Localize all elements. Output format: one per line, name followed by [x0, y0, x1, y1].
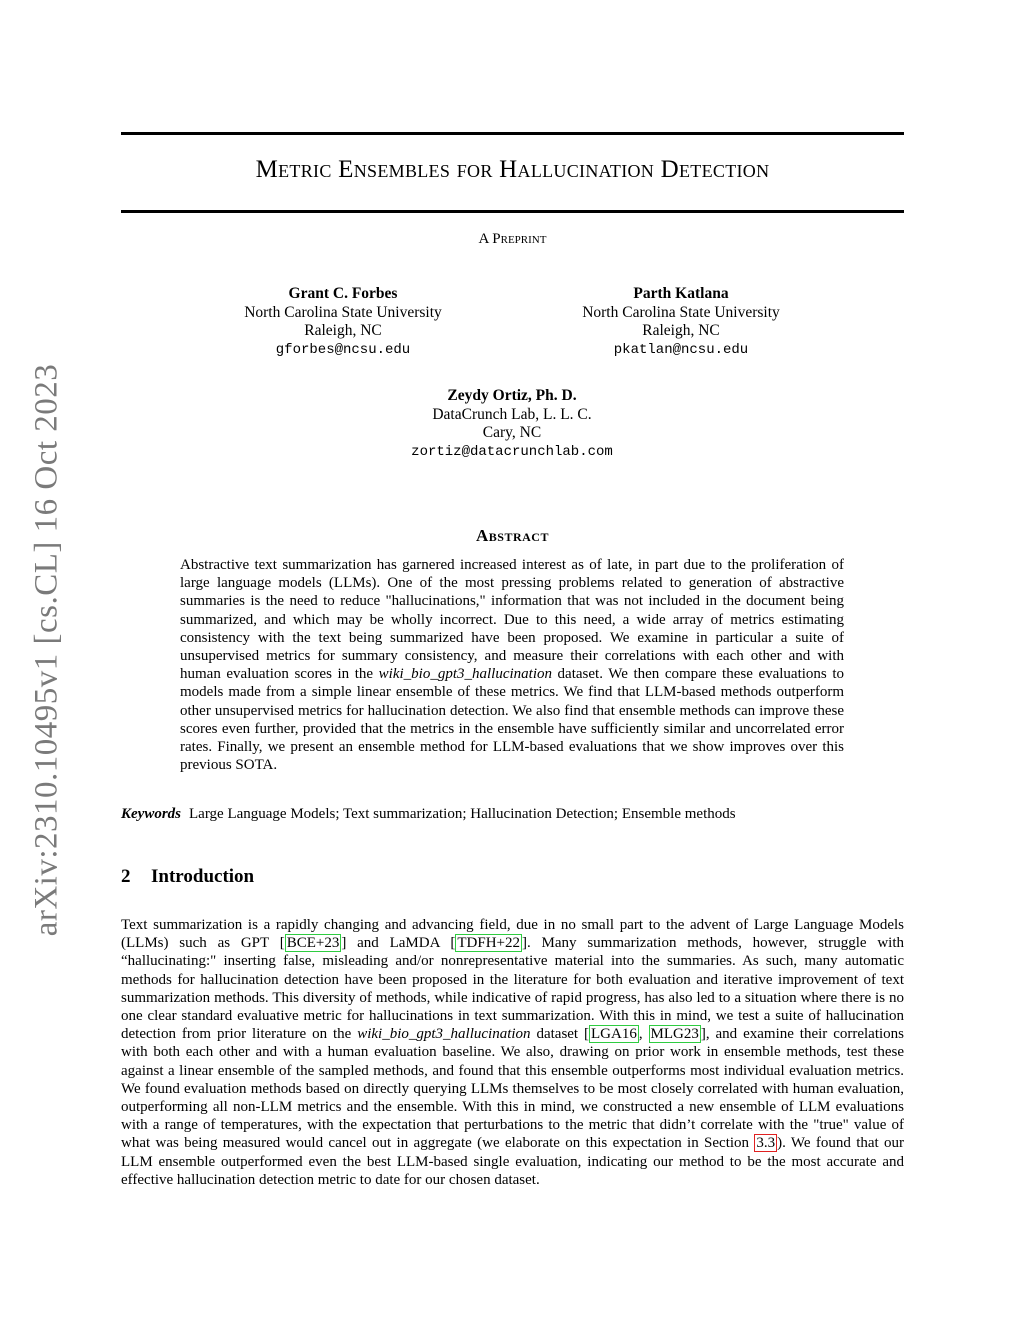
author-name: Zeydy Ortiz, Ph. D.: [447, 387, 577, 404]
author-affiliation: North Carolina State University: [244, 303, 442, 321]
author-block: [531, 285, 831, 359]
intro-text: ], and examine their correlations with both each other and with a human evaluation baseline. We also, drawing on prior work in ensemble methods, test these against a linear ensemble of the sampled methods, and found that this ensemble outperforms most individual evaluation metrics. We found evaluation methods based on directly querying LLMs themselves to be most closely correlated with human evaluation, outperforming all non-LLM metrics and the ensemble. With this in mind, we constructed a new ensemble of LLM evaluations with a range of temperatures, with the expectation that perturbations to the metric that didn’t correlate with the "true" value of what was being measured would cancel out in aggregate (we elaborate on this expectation in Section: [121, 1026, 905, 1152]
abstract-heading: Abstract: [476, 526, 549, 545]
author-email[interactable]: gforbes@ncsu.edu: [275, 341, 411, 358]
author-location: Raleigh, NC: [304, 322, 382, 339]
author-email[interactable]: zortiz@datacrunchlab.com: [411, 443, 613, 460]
citation-link[interactable]: MLG23: [650, 1026, 699, 1043]
dataset-name: wiki_bio_gpt3_hallucination: [378, 666, 552, 683]
author-block: [362, 387, 662, 461]
section-title: Introduction: [151, 866, 255, 887]
citation-link[interactable]: BCE+23: [286, 935, 340, 952]
section-number: 2: [121, 866, 131, 887]
intro-text: ,: [638, 1026, 649, 1043]
author-affiliation: DataCrunch Lab, L. L. C.: [432, 405, 592, 423]
paper-title: Metric Ensembles for Hallucination Detection: [255, 156, 770, 183]
arxiv-stamp: arXiv:2310.10495v1 [cs.CL] 16 Oct 2023: [28, 363, 65, 937]
author-name: Parth Katlana: [633, 285, 729, 302]
intro-text: ] and LaMDA [: [341, 935, 456, 952]
intro-text: dataset [: [530, 1026, 590, 1043]
abstract-text-part: dataset. We then compare these evaluations to models made from a simple linear ensemble of these metrics. We find that LLM-based methods outperform other unsupervised metrics for hallucination detection. We also find that ensemble methods can improve these scores even further, provided that the metrics in the ensemble have sufficiently similar and uncorrelated error rates. Finally, we present an ensemble method for LLM-based evaluations that we show improves over this previous SOTA.: [180, 666, 844, 774]
dataset-name: wiki_bio_gpt3_hallucination: [357, 1026, 531, 1043]
title-rule-bottom: [121, 210, 904, 213]
citation-link[interactable]: LGA16: [591, 1026, 637, 1043]
keywords-line: [121, 806, 904, 823]
intro-text: Text summarization is a rapidly changing and advancing field, due in no small part to the advent of Large Language Models (LLMs) such as GPT [: [121, 917, 904, 952]
abstract-text: [180, 556, 844, 774]
keywords-label: Keywords: [121, 806, 181, 822]
author-block: [193, 285, 493, 359]
abstract-text-part: Abstractive text summarization has garnered increased interest as of late, in part due to the proliferation of large language models (LLMs). One of the most pressing problems related to generation of abstractive summaries is the need to reduce "hallucinations," information that was not included in the document being summarized, and which may be wholly incorrect. Due to this need, a wide array of metrics estimating consistency with the text being summarized have been proposed. We examine in particular a suite of unsupervised metrics for summary consistency, and measure their correlations with each other and with human evaluation scores in the: [180, 557, 844, 683]
intro-text: ). We found that our LLM ensemble outperformed even the best LLM-based single evaluation, indicating our method to be the most accurate and effective hallucination detection metric to date for our chosen dataset.: [121, 1135, 905, 1188]
title-rule-top: [121, 132, 904, 135]
author-location: Cary, NC: [482, 424, 542, 441]
author-location: Raleigh, NC: [642, 322, 720, 339]
citation-link[interactable]: TDFH+22: [457, 935, 520, 952]
author-email[interactable]: pkatlan@ncsu.edu: [613, 341, 749, 358]
keywords-text: Large Language Models; Text summarization; Hallucination Detection; Ensemble methods: [189, 806, 736, 822]
author-affiliation: North Carolina State University: [582, 303, 780, 321]
intro-text: ]. Many summarization methods, however, struggle with “hallucinating:" inserting false, misleading and/or nonrepresentative material into the summaries. As such, many automatic methods for hallucination detection have been proposed in the literature for both evaluation and iterative improvement of text summarization methods. This diversity of methods, while indicative of rapid progress, has also led to a situation where there is no one clear standard evaluative metric for hallucinations in text summarization. With this in mind, we test a suite of hallucination detection from prior literature on the: [121, 935, 904, 1043]
author-name: Grant C. Forbes: [288, 285, 398, 302]
section-heading: [121, 866, 254, 888]
intro-paragraph: [121, 916, 904, 1189]
section-reference-link[interactable]: 3.3: [756, 1135, 776, 1152]
preprint-label: A Preprint: [478, 231, 547, 247]
